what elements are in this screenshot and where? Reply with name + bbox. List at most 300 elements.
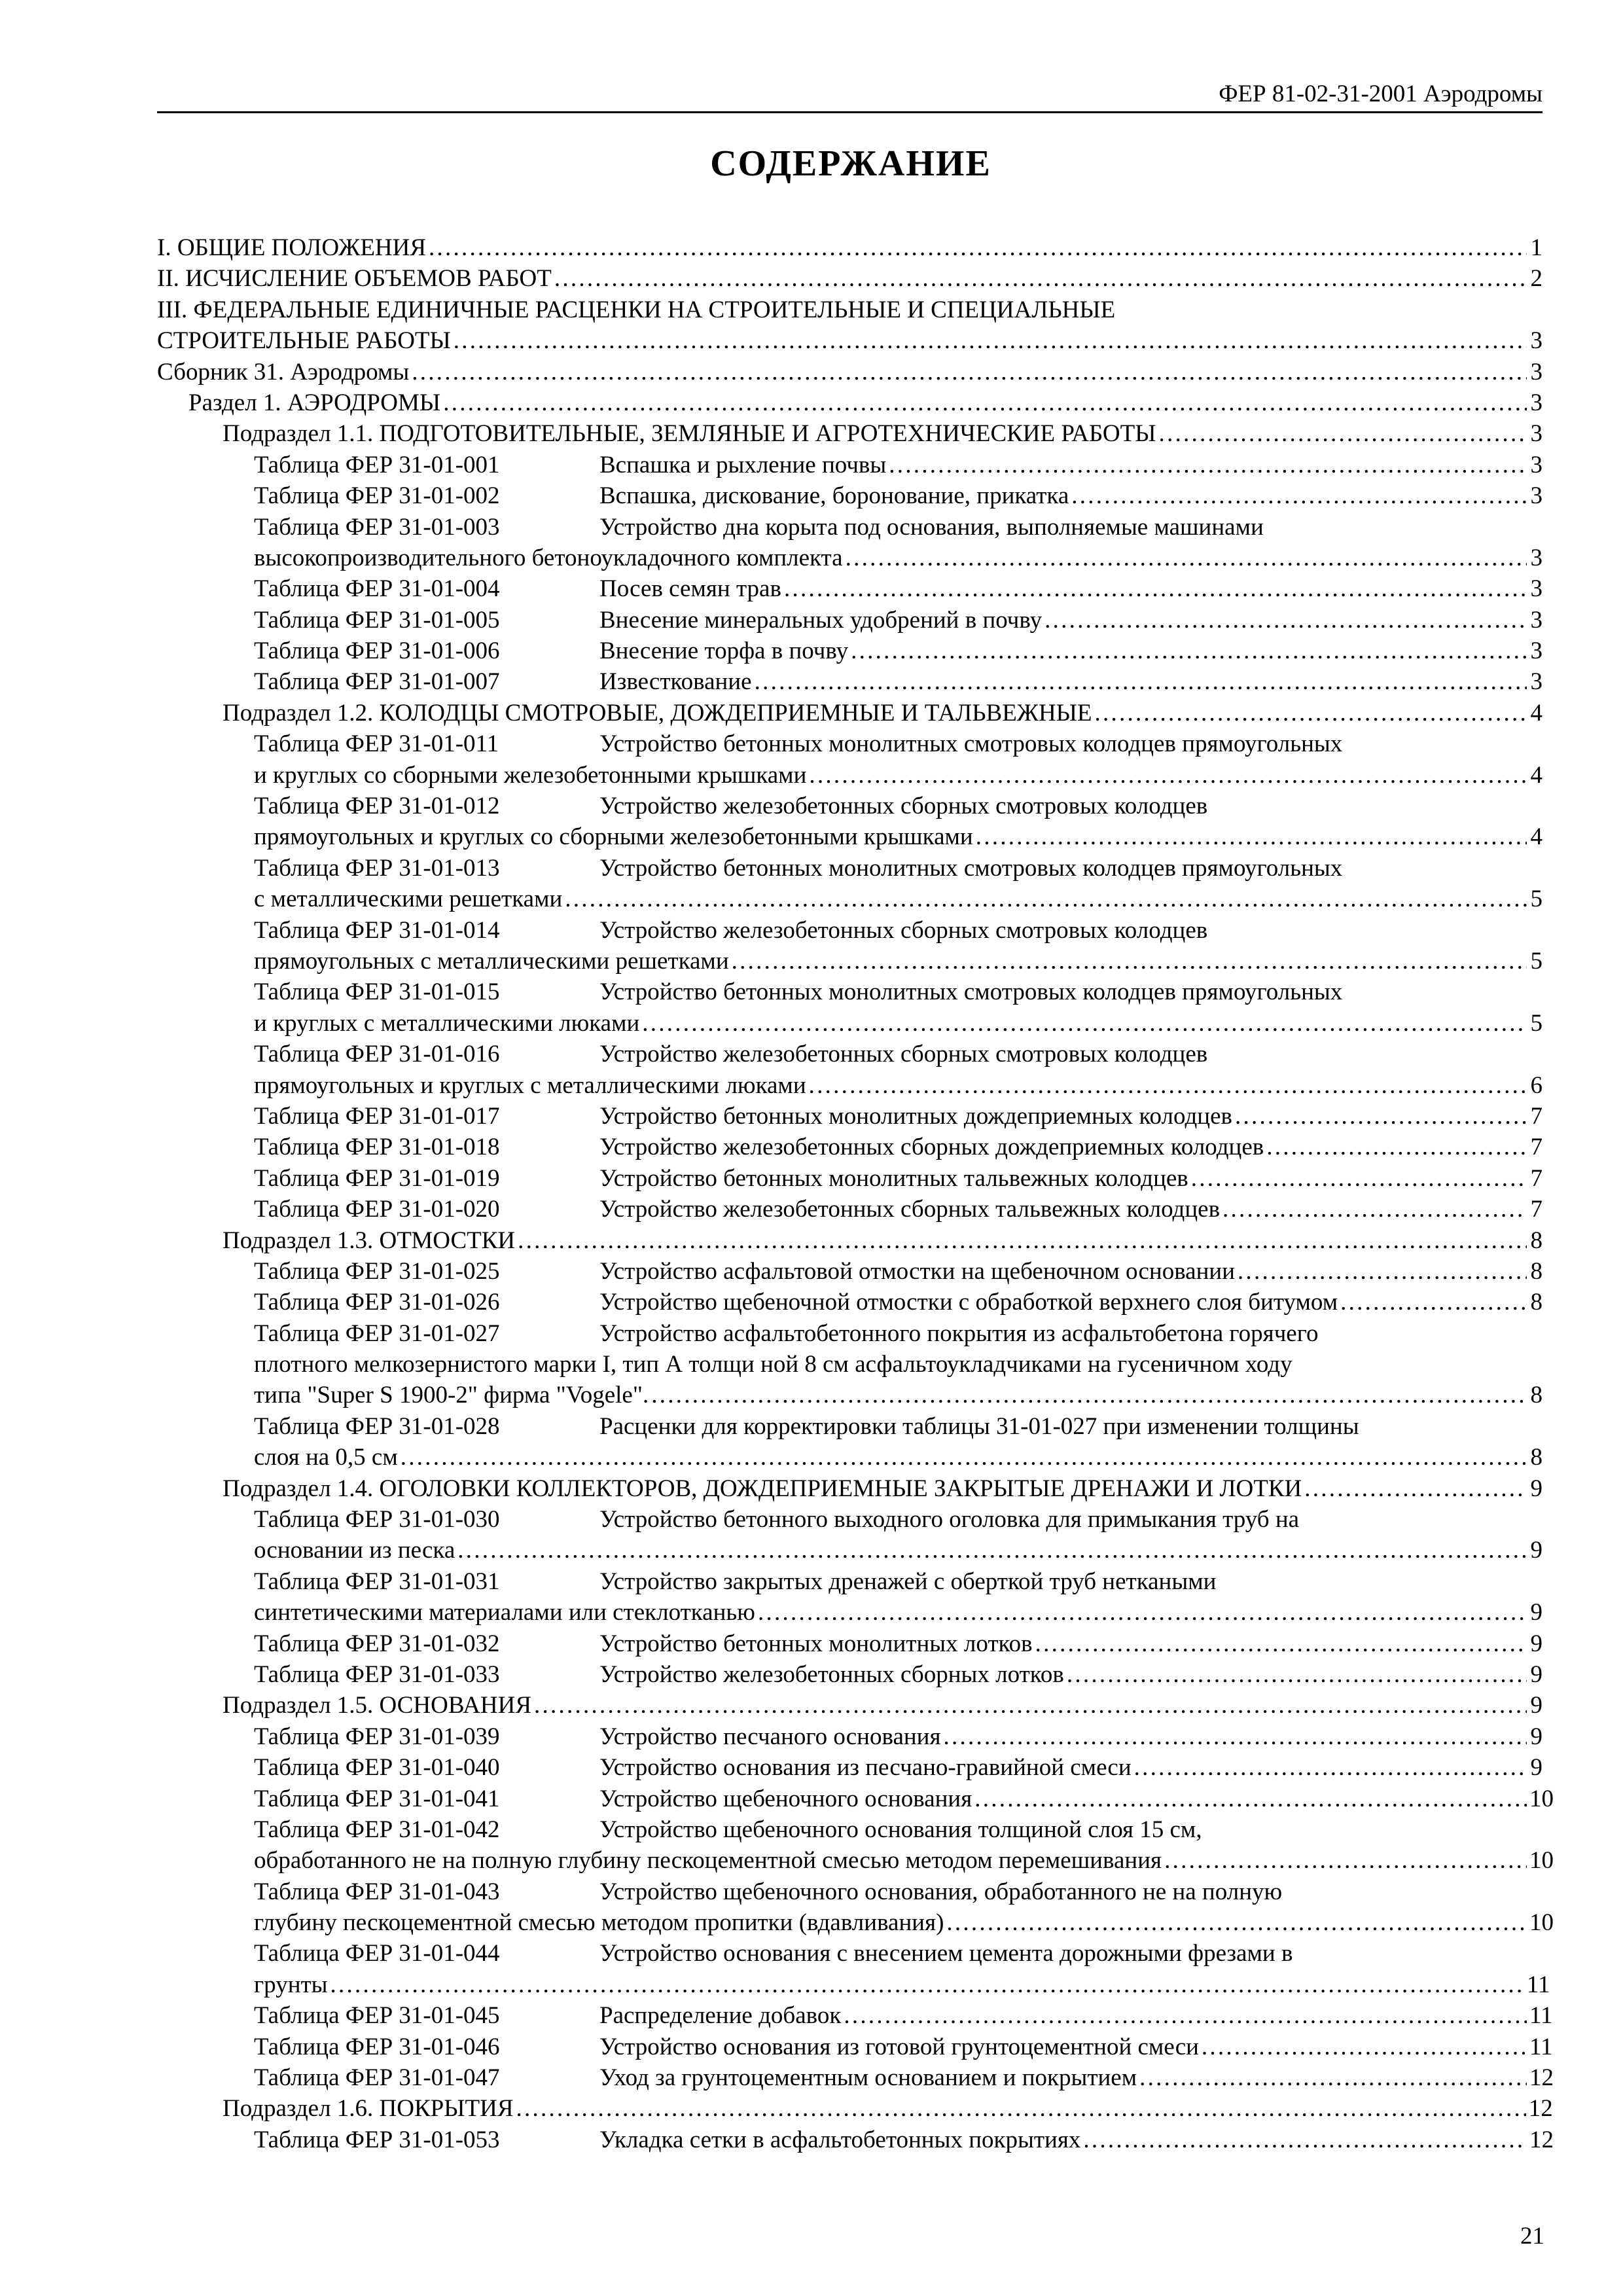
toc-page-number: 8 [1530,1382,1543,1409]
toc-page-number: 3 [1530,575,1543,603]
toc-entry-line [254,1194,1543,1225]
toc-table-label: Таблица ФЕР 31-01-045 [254,2002,500,2030]
toc-entry-text [223,1690,531,1721]
toc-entry-text [254,636,848,666]
toc-entry-text [254,1041,1207,1067]
toc-table-label: Таблица ФЕР 31-01-017 [254,1102,500,1130]
toc-entry-text [254,946,729,977]
toc-entry [157,1411,1543,1442]
dot-leader [1134,1752,1527,1783]
toc-page-number: 3 [1530,544,1543,571]
dot-leader [454,325,1527,356]
dot-leader [1202,2032,1527,2062]
toc-entry-title: Устройство бетонных монолитных тальвежных колодцев [599,1164,1188,1192]
toc-entry-title: высокопроизводительного бетоноукладочного комплекта [254,544,843,571]
toc-entry-text [254,1256,1235,1287]
toc-entry-text [254,978,1342,1005]
toc-page-number: 4 [1530,699,1543,726]
toc-entry-line [254,821,1543,852]
table-of-contents [157,232,1554,2155]
dot-leader [809,1070,1527,1101]
toc-page-number: 3 [1530,358,1543,386]
toc-entry-line [254,728,1543,759]
toc-entry-text [254,1008,639,1039]
toc-entry-title: Устройство асфальтобетонного покрытия из асфальтобетона горячего [599,1319,1319,1347]
toc-entry-title: Устройство асфальтовой отмостки на щебеночном основании [599,1257,1235,1285]
dot-leader [429,232,1527,263]
dot-leader [944,1721,1527,1752]
toc-entry [157,418,1543,449]
toc-entry-title: глубину пескоцементной смесью методом пропитки (вдавливания) [254,1909,944,1937]
dot-leader [1235,1101,1527,1132]
toc-table-label: Таблица ФЕР 31-01-019 [254,1164,500,1192]
toc-entry-line [254,1411,1543,1442]
toc-page-number: 9 [1530,1723,1543,1750]
toc-page-number: 9 [1530,1475,1543,1502]
toc-page-number: 1 [1530,234,1543,261]
toc-page-number: 8 [1530,1444,1543,1471]
dot-leader [1095,698,1527,728]
toc-entry-line [254,2062,1554,2093]
toc-entry [157,480,1543,511]
toc-entry-title: Уход за грунтоцементным основанием и покрытием [599,2064,1137,2092]
dot-leader [330,1969,1524,2000]
toc-entry-text [254,1568,1216,1595]
toc-entry-line [254,1907,1554,1938]
toc-page-number: 3 [1530,389,1543,416]
toc-entry-text [254,1101,1232,1132]
running-header [157,71,1543,113]
toc-entry-text [254,1784,972,1814]
dot-leader [755,666,1527,697]
toc-table-label: Таблица ФЕР 31-01-028 [254,1412,500,1440]
toc-entry [157,325,1543,356]
toc-entry-line [254,573,1543,604]
dot-leader [412,357,1527,387]
dot-leader [976,821,1527,852]
toc-entry-text [254,605,1042,636]
toc-entry-line [254,2000,1553,2031]
toc-table-label: Таблица ФЕР 31-01-013 [254,854,500,882]
toc-entry-line [254,1256,1543,1287]
toc-entry-line [254,946,1543,977]
toc-table-label: Таблица ФЕР 31-01-027 [254,1319,500,1347]
toc-entry-line [254,450,1543,480]
dot-leader [534,1690,1527,1721]
toc-entry-text [223,1473,1302,1504]
toc-entry-title: Известкование [599,668,752,696]
toc-page-number: 6 [1530,1071,1543,1099]
toc-entry [157,2093,1553,2124]
toc-entry-text [188,387,440,418]
toc-page-number: 8 [1530,1227,1543,1254]
toc-entry-text [254,666,752,697]
toc-entry-title: Устройство основания из песчано-гравийной смеси [599,1754,1132,1782]
dot-leader [1191,1163,1527,1194]
toc-entry-line [254,2032,1553,2062]
dot-leader [518,1225,1527,1256]
toc-entry [157,853,1543,884]
toc-entry-line [254,1008,1543,1039]
toc-entry [157,728,1543,759]
dot-leader [565,884,1527,914]
dot-leader [758,1597,1527,1628]
toc-page-number: 7 [1530,1102,1543,1130]
dot-leader [889,450,1527,480]
toc-page-number: 12 [1529,2126,1554,2153]
toc-entry-title: Устройство закрытых дренажей с оберткой труб неткаными [599,1568,1217,1595]
dot-leader [516,2093,1526,2124]
toc-entry-text [254,1442,398,1473]
toc-page-number: 11 [1526,1971,1550,1998]
toc-entry-title: обработанного не на полную глубину пескоцементной смесью методом перемешивания [254,1847,1162,1874]
toc-page-number: 3 [1530,668,1543,696]
toc-table-label: Таблица ФЕР 31-01-018 [254,1134,500,1161]
toc-entry-title: синтетическими материалами или стеклотканью [254,1599,755,1626]
toc-entry-text [254,1940,1293,1967]
toc-entry-title: и круглых с металлическими люками [254,1009,640,1037]
toc-entry-text [254,450,886,480]
toc-entry-title: Подраздел 1.6. ПОКРЫТИЯ [223,2095,514,2123]
toc-entry [157,1473,1543,1504]
toc-table-label: Таблица ФЕР 31-01-044 [254,1940,500,1967]
toc-entry-text [254,821,973,852]
toc-table-label: Таблица ФЕР 31-01-031 [254,1568,500,1595]
toc-entry-text [254,1721,941,1752]
toc-entry [157,1008,1543,1039]
toc-entry-text [254,2000,841,2031]
toc-entry-line [254,1349,1543,1380]
toc-table-label: Таблица ФЕР 31-01-006 [254,637,500,665]
toc-entry-text [223,2093,514,2124]
toc-entry-text [223,418,1156,449]
toc-entry-text [254,1287,1338,1318]
toc-page-number: 7 [1530,1196,1543,1223]
toc-page-number: 3 [1530,606,1543,634]
toc-entry [157,2062,1554,2093]
toc-entry-line [254,1287,1543,1318]
toc-entry-line [254,853,1543,884]
toc-entry-line [254,1784,1554,1814]
toc-table-label: Таблица ФЕР 31-01-011 [254,730,499,758]
toc-table-label: Таблица ФЕР 31-01-004 [254,575,500,603]
toc-page-number: 5 [1530,886,1543,913]
toc-page-number: 9 [1530,1754,1543,1782]
toc-entry-text [254,1163,1188,1194]
dot-leader [1044,605,1527,636]
toc-page-number: 3 [1530,637,1543,665]
toc-entry-line [254,1659,1543,1690]
toc-entry [157,1163,1543,1194]
toc-entry-title: Подраздел 1.1. ПОДГОТОВИТЕЛЬНЫЕ, ЗЕМЛЯНЫЕ И АГРОТЕХНИЧЕСКИЕ РАБОТЫ [223,420,1156,448]
toc-entry-line [254,2125,1554,2155]
toc-entry [157,1876,1543,1907]
toc-entry-title: прямоугольных и круглых со сборными железобетонными крышками [254,823,973,851]
toc-page-number: 3 [1530,420,1543,448]
toc-entry-line [254,543,1543,573]
toc-entry-line [254,1628,1543,1659]
toc-entry-title: Подраздел 1.5. ОСНОВАНИЯ [223,1692,532,1719]
toc-entry-text [254,2125,1080,2155]
toc-entry-title: слоя на 0,5 см [254,1444,398,1471]
toc-entry-line [254,512,1543,543]
toc-table-label: Таблица ФЕР 31-01-025 [254,1257,500,1285]
toc-page-number: 3 [1530,327,1543,355]
toc-entry-line [254,1163,1543,1194]
toc-entry-text [254,855,1342,882]
toc-page-number: 12 [1528,2095,1553,2123]
toc-table-label: Таблица ФЕР 31-01-039 [254,1723,500,1750]
toc-entry-text [254,514,1264,541]
toc-entry [157,357,1543,387]
toc-entry-line [254,1969,1550,2000]
toc-entry-line [223,1690,1543,1721]
toc-page-number: 12 [1529,2064,1554,2092]
toc-page-number: 10 [1529,1847,1554,1874]
toc-entry [157,946,1543,977]
toc-entry [157,543,1543,573]
toc-entry-text [254,1752,1132,1783]
toc-page-number: 8 [1530,1289,1543,1316]
toc-entry-line [157,357,1543,387]
toc-entry-line [254,1504,1543,1535]
toc-entry [157,2032,1553,2062]
toc-entry-line [157,325,1543,356]
toc-entry [157,1442,1543,1473]
dot-leader [554,263,1527,294]
toc-entry-line [254,636,1543,666]
toc-entry [157,1380,1543,1410]
toc-entry-line [254,1752,1543,1783]
toc-entry [157,573,1543,604]
toc-table-label: Таблица ФЕР 31-01-053 [254,2126,500,2153]
toc-entry-title: Распределение добавок [599,2002,842,2030]
toc-entry-line [254,1132,1543,1162]
toc-table-label: Таблица ФЕР 31-01-046 [254,2033,500,2060]
toc-entry-line [223,418,1543,449]
toc-entry-line [254,1597,1543,1628]
toc-entry-line [254,977,1543,1007]
toc-table-label: Таблица ФЕР 31-01-016 [254,1041,500,1068]
dot-leader [1071,480,1527,511]
toc-entry-text [254,730,1342,757]
toc-entry-title: плотного мелкозернистого марки I, тип А толщи ной 8 см асфальтоукладчиками на гусеничном ходу [254,1351,1293,1378]
toc-entry-text [254,1070,806,1101]
toc-entry-text [254,1628,1033,1659]
toc-page-number: 11 [1529,2033,1553,2060]
toc-entry [157,512,1543,543]
toc-page-number: 7 [1530,1164,1543,1192]
toc-entry [157,295,1543,325]
toc-entry-text [254,1969,328,2000]
toc-entry-title: Внесение минеральных удобрений в почву [599,606,1043,634]
toc-entry-line [254,1938,1543,1969]
toc-entry-title: Подраздел 1.3. ОТМОСТКИ [223,1227,516,1254]
toc-page-number: 10 [1529,1785,1554,1812]
toc-entry-line [223,698,1543,728]
toc-entry-title: Устройство щебеночного основания [599,1785,972,1812]
toc-entry-title: Раздел 1. АЭРОДРОМЫ [188,389,441,416]
toc-page-number: 9 [1530,1537,1543,1564]
dot-leader [846,543,1527,573]
toc-entry [157,915,1543,946]
toc-table-label: Таблица ФЕР 31-01-043 [254,1878,500,1905]
toc-table-label: Таблица ФЕР 31-01-047 [254,2064,500,2092]
toc-entry-title: прямоугольных с металлическими решетками [254,947,729,975]
toc-table-label: Таблица ФЕР 31-01-026 [254,1289,500,1316]
toc-entry [157,666,1543,697]
toc-entry-text [254,2062,1137,2093]
toc-entry [157,884,1543,914]
dot-leader [1067,1659,1527,1690]
toc-entry-text [254,793,1207,819]
toc-entry-line [157,295,1543,325]
toc-entry-title: Устройство железобетонных сборных смотровых колодцев [599,793,1208,820]
toc-entry-title: Устройство щебеночного основания, обработанного не на полную [599,1878,1283,1905]
toc-entry-text [157,325,451,356]
toc-table-label: Таблица ФЕР 31-01-007 [254,668,500,696]
toc-entry-title: Вспашка, дискование, боронование, прикатка [599,482,1069,510]
toc-entry-title: II. ИСЧИСЛЕНИЕ ОБЪЕМОВ РАБОТ [157,265,552,293]
toc-entry [157,1969,1550,2000]
toc-entry-line [254,605,1543,636]
toc-entry [157,450,1543,480]
toc-entry [157,232,1543,263]
dot-leader [1340,1287,1527,1318]
toc-entry [157,1721,1543,1752]
toc-entry-text [254,573,781,604]
toc-entry-title: Устройство основания из готовой грунтоцементной смеси [599,2033,1199,2060]
toc-entry-title: и круглых со сборными железобетонными крышками [254,761,807,789]
toc-table-label: Таблица ФЕР 31-01-002 [254,482,500,510]
toc-entry [157,1690,1543,1721]
toc-entry-title: типа "Super S 1900-2" фирма "Vogele". [254,1382,649,1409]
dot-leader [732,946,1527,977]
toc-entry-title: Устройство железобетонных сборных смотровых колодцев [599,916,1208,944]
toc-entry-text [254,1535,455,1566]
dot-leader [1035,1628,1527,1659]
toc-entry-title: Устройство песчаного основания [599,1723,941,1750]
toc-entry-title: основании из песка [254,1537,455,1564]
toc-entry-text [254,480,1069,511]
dot-leader [851,636,1527,666]
toc-table-label: Таблица ФЕР 31-01-014 [254,916,500,944]
toc-entry-title: прямоугольных и круглых с металлическими люками [254,1071,806,1099]
toc-entry-title: I. ОБЩИЕ ПОЛОЖЕНИЯ [157,234,427,261]
page-number: 21 [1520,2223,1544,2250]
toc-page-number: 5 [1530,947,1543,975]
toc-table-label: Таблица ФЕР 31-01-001 [254,451,500,478]
toc-page-number: 7 [1530,1134,1543,1161]
dot-leader [1164,1845,1527,1876]
toc-entry-text [157,232,426,263]
toc-entry-line [254,1535,1543,1566]
toc-page-number: 9 [1530,1660,1543,1688]
toc-entry-line [254,1566,1543,1597]
toc-table-label: Таблица ФЕР 31-01-041 [254,1785,500,1812]
dot-leader [809,760,1527,791]
toc-entry [157,1597,1543,1628]
toc-entry-text [254,760,806,791]
toc-entry-text [254,543,843,573]
toc-entry-title: Устройство железобетонных сборных дождеприемных колодцев [599,1134,1264,1161]
toc-entry [157,1101,1543,1132]
toc-entry-line [223,2093,1553,2124]
toc-entry [157,605,1543,636]
toc-entry [157,263,1543,294]
dot-leader [784,573,1527,604]
toc-entry-title: Устройство железобетонных сборных смотровых колодцев [599,1041,1208,1068]
toc-entry [157,791,1543,821]
toc-page-number: 2 [1530,265,1543,293]
toc-entry-text [223,698,1092,728]
toc-entry-title: Внесение торфа в почву [599,637,849,665]
toc-entry-line [254,1039,1543,1069]
toc-page-number: 11 [1529,2002,1553,2030]
toc-entry-text [254,1816,1202,1843]
toc-entry [157,1659,1543,1690]
toc-table-label: Таблица ФЕР 31-01-032 [254,1630,500,1657]
dot-leader [1083,2125,1527,2155]
toc-entry-title: Расценки для корректировки таблицы 31-01-027 при изменении толщины [599,1412,1359,1440]
toc-entry-title: Подраздел 1.2. КОЛОДЦЫ СМОТРОВЫЕ, ДОЖДЕПРИЕМНЫЕ И ТАЛЬВЕЖНЫЕ [223,699,1092,726]
toc-entry-text [254,884,562,914]
toc-page-number: 3 [1530,482,1543,510]
toc-entry [157,1504,1543,1535]
dot-leader [401,1442,1527,1473]
toc-entry-title: Вспашка и рыхление почвы [599,451,887,478]
toc-page-number: 9 [1530,1599,1543,1626]
toc-entry-line [254,1318,1543,1349]
toc-entry-text [254,1413,1359,1440]
dot-leader [1238,1256,1527,1287]
dot-leader [1266,1132,1527,1162]
toc-entry-text [254,1659,1064,1690]
toc-entry [157,1907,1554,1938]
toc-entry-text [254,1194,1220,1225]
page-title: СОДЕРЖАНИЕ [710,143,991,184]
toc-entry [157,1845,1554,1876]
toc-entry-text [223,1225,515,1256]
toc-table-label: Таблица ФЕР 31-01-003 [254,513,500,541]
toc-page-number: 10 [1529,1909,1554,1937]
toc-table-label: Таблица ФЕР 31-01-012 [254,793,500,820]
toc-entry [157,1225,1543,1256]
toc-entry [157,821,1543,852]
toc-entry-title: Укладка сетки в асфальтобетонных покрытиях [599,2126,1081,2153]
toc-entry-line [157,263,1543,294]
toc-table-label: Таблица ФЕР 31-01-005 [254,606,500,634]
toc-page-number: 3 [1530,451,1543,478]
dot-leader [443,387,1527,418]
toc-entry-text [254,1907,944,1938]
toc-entry-title: Устройство щебеночной отмостки с обработкой верхнего слоя битумом [599,1289,1338,1316]
toc-entry-line [254,1070,1543,1101]
toc-entry-text [254,2032,1199,2062]
toc-entry-title: Устройство железобетонных сборных лотков [599,1660,1064,1688]
toc-entry [157,1814,1543,1845]
toc-entry-text [254,1597,755,1628]
toc-entry-line [254,884,1543,914]
toc-entry [157,760,1543,791]
toc-entry [157,387,1543,418]
toc-entry-line [223,1225,1543,1256]
toc-entry-line [254,915,1543,946]
toc-entry-title: Подраздел 1.4. ОГОЛОВКИ КОЛЛЕКТОРОВ, ДОЖДЕПРИЕМНЫЕ ЗАКРЫТЫЕ ДРЕНАЖИ И ЛОТКИ [223,1475,1302,1502]
toc-entry-line [254,1876,1543,1907]
toc-entry-line [254,760,1543,791]
toc-entry [157,1070,1543,1101]
